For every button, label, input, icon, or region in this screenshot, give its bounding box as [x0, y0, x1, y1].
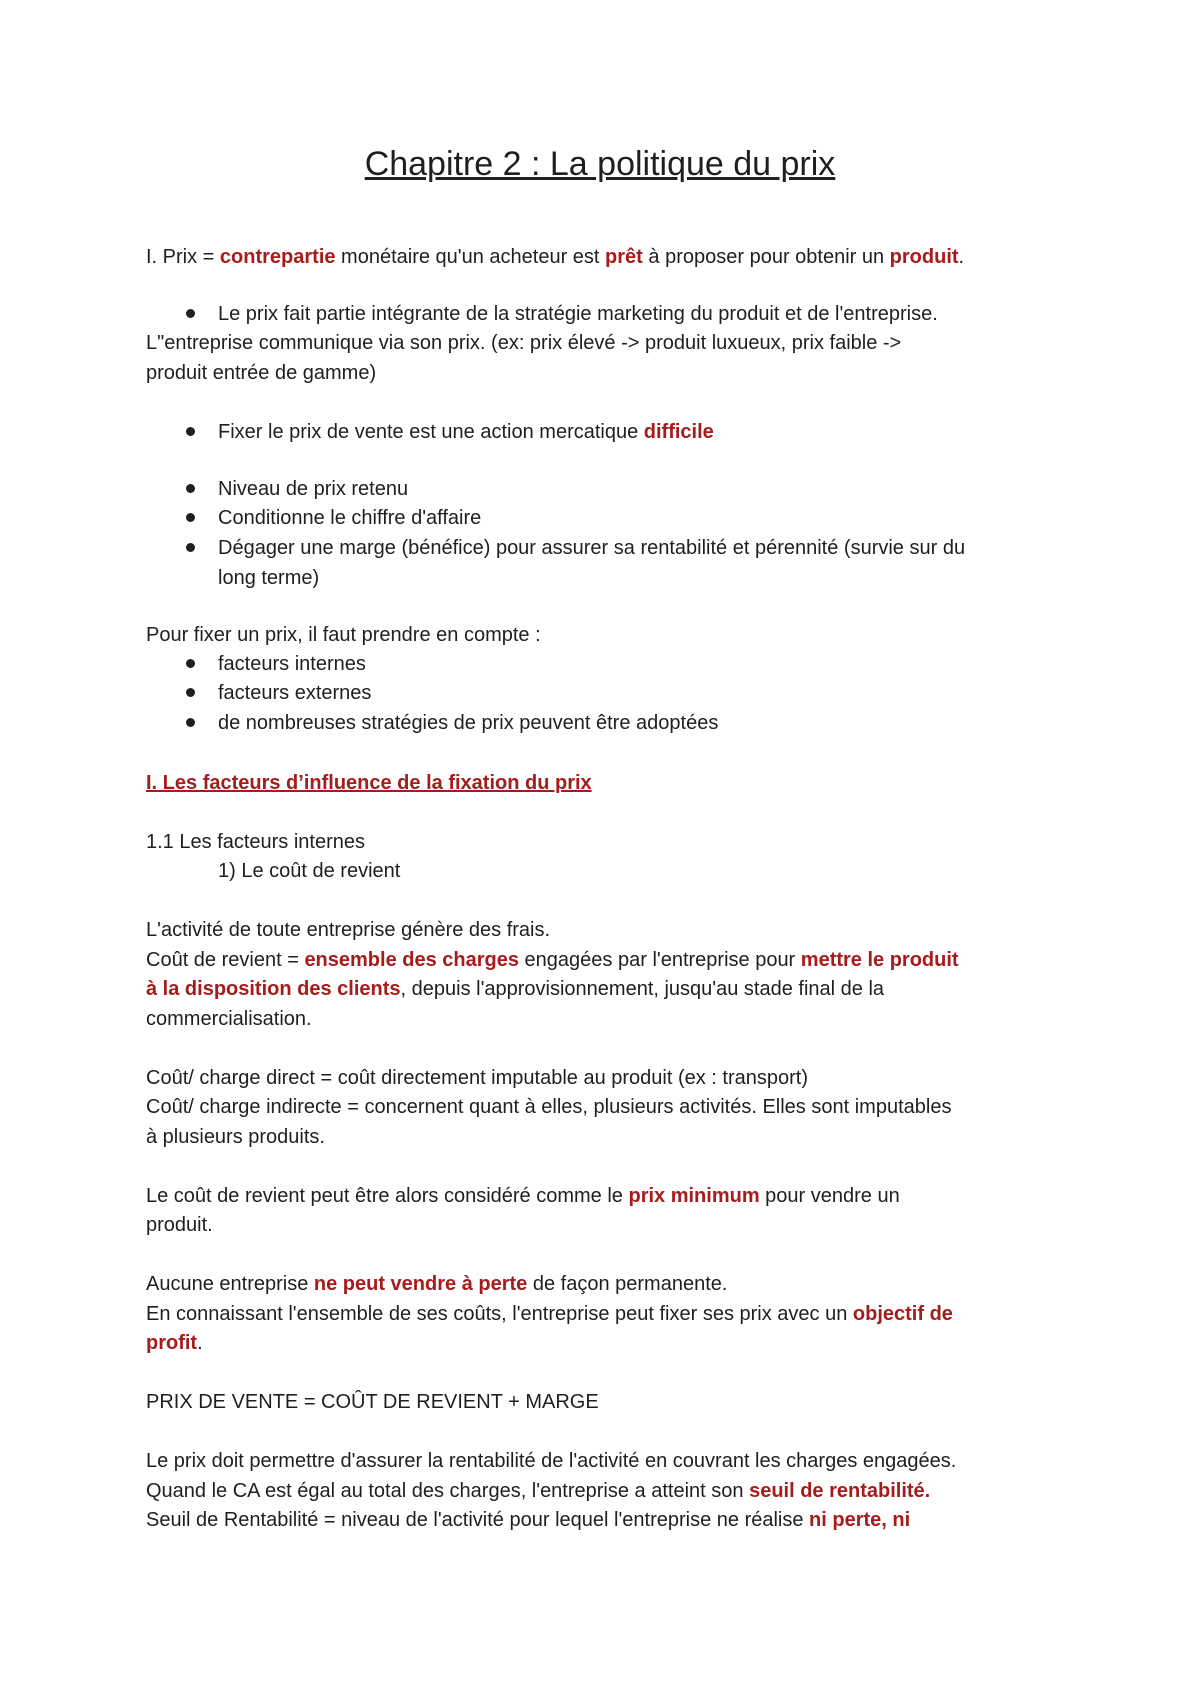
text: Le coût de revient peut être alors considéré comme le	[146, 1185, 629, 1207]
highlight: mettre le produit	[800, 949, 959, 971]
text: de façon permanente.	[527, 1273, 728, 1295]
paragraph-line: L"entreprise communique via son prix. (ex: prix élevé -> produit luxueux, prix faible ->	[146, 332, 902, 354]
text: .	[197, 1332, 203, 1354]
highlight: contrepartie	[219, 246, 336, 268]
list-item: de nombreuses stratégies de prix peuvent être adoptées	[218, 712, 719, 734]
bullet-icon	[186, 513, 195, 522]
list-item: facteurs internes	[218, 653, 366, 675]
highlight: ni perte, ni	[809, 1509, 911, 1531]
paragraph-line	[146, 1302, 953, 1326]
page-title: Chapitre 2 : La politique du prix	[364, 145, 836, 183]
bullet-icon	[186, 688, 195, 697]
highlight: profit	[146, 1332, 198, 1354]
paragraph-line	[146, 1479, 930, 1503]
list-item: Conditionne le chiffre d'affaire	[218, 507, 482, 529]
highlight: à la disposition des clients	[146, 978, 401, 1000]
bullet-icon	[186, 543, 195, 552]
bullet-icon	[186, 659, 195, 668]
text: monétaire qu'un acheteur est	[335, 246, 606, 268]
paragraph-line: Pour fixer un prix, il faut prendre en compte :	[146, 624, 541, 646]
highlight: prix minimum	[628, 1185, 760, 1207]
text: pour vendre un	[759, 1185, 900, 1207]
paragraph-line: produit entrée de gamme)	[146, 362, 377, 384]
list-item	[218, 420, 714, 444]
text: engagées par l'entreprise pour	[519, 949, 801, 971]
bullet-icon	[186, 309, 195, 318]
highlight: prêt	[605, 246, 643, 268]
list-item: Niveau de prix retenu	[218, 478, 409, 500]
highlight: ensemble des charges	[304, 949, 519, 971]
paragraph-line	[146, 1508, 910, 1532]
bullet-icon	[186, 427, 195, 436]
bullet-icon	[186, 484, 195, 493]
text: à proposer pour obtenir un	[642, 246, 890, 268]
list-item: Dégager une marge (bénéfice) pour assurer sa rentabilité et pérennité (survie sur du	[218, 537, 966, 559]
paragraph-line	[146, 1184, 900, 1208]
text: Coût de revient =	[146, 949, 305, 971]
text: I. Prix =	[146, 246, 220, 268]
highlight: ne peut vendre à perte	[313, 1273, 528, 1295]
paragraph-line	[146, 1272, 727, 1296]
highlight: objectif de	[852, 1303, 953, 1325]
subsection-item: 1) Le coût de revient	[218, 860, 401, 882]
definition-line	[146, 245, 964, 269]
highlight: produit	[889, 246, 959, 268]
formula-line: PRIX DE VENTE = COÛT DE REVIENT + MARGE	[146, 1391, 599, 1413]
paragraph-line: Coût/ charge indirecte = concernent quant à elles, plusieurs activités. Elles sont imputables	[146, 1096, 952, 1118]
bullet-icon	[186, 718, 195, 727]
paragraph-line: Coût/ charge direct = coût directement imputable au produit (ex : transport)	[146, 1067, 809, 1089]
text: .	[958, 246, 965, 268]
text: Quand le CA est égal au total des charges, l'entreprise a atteint son	[146, 1480, 750, 1502]
paragraph-line	[146, 977, 884, 1001]
paragraph-line: L'activité de toute entreprise génère des frais.	[146, 919, 551, 941]
highlight: difficile	[643, 421, 714, 443]
highlight: seuil de rentabilité.	[749, 1480, 931, 1502]
list-item: Le prix fait partie intégrante de la stratégie marketing du produit et de l'entreprise.	[218, 303, 938, 325]
paragraph-line	[146, 1331, 203, 1355]
list-item-continuation: long terme)	[218, 567, 320, 589]
text: Fixer le prix de vente est une action mercatique	[218, 421, 644, 443]
text: , depuis l'approvisionnement, jusqu'au stade final de la	[400, 978, 885, 1000]
text: Seuil de Rentabilité = niveau de l'activité pour lequel l'entreprise ne réalise	[146, 1509, 810, 1531]
text: Aucune entreprise	[146, 1273, 314, 1295]
list-item: facteurs externes	[218, 682, 372, 704]
subsection-heading: 1.1 Les facteurs internes	[146, 831, 366, 853]
paragraph-line	[146, 948, 959, 972]
paragraph-line: produit.	[146, 1214, 213, 1236]
paragraph-line: à plusieurs produits.	[146, 1126, 325, 1148]
section-heading: I. Les facteurs d’influence de la fixation du prix	[146, 772, 592, 794]
text: En connaissant l'ensemble de ses coûts, l'entreprise peut fixer ses prix avec un	[146, 1303, 853, 1325]
paragraph-line: commercialisation.	[146, 1008, 312, 1030]
paragraph-line: Le prix doit permettre d'assurer la rentabilité de l'activité en couvrant les charges engagées.	[146, 1450, 957, 1472]
